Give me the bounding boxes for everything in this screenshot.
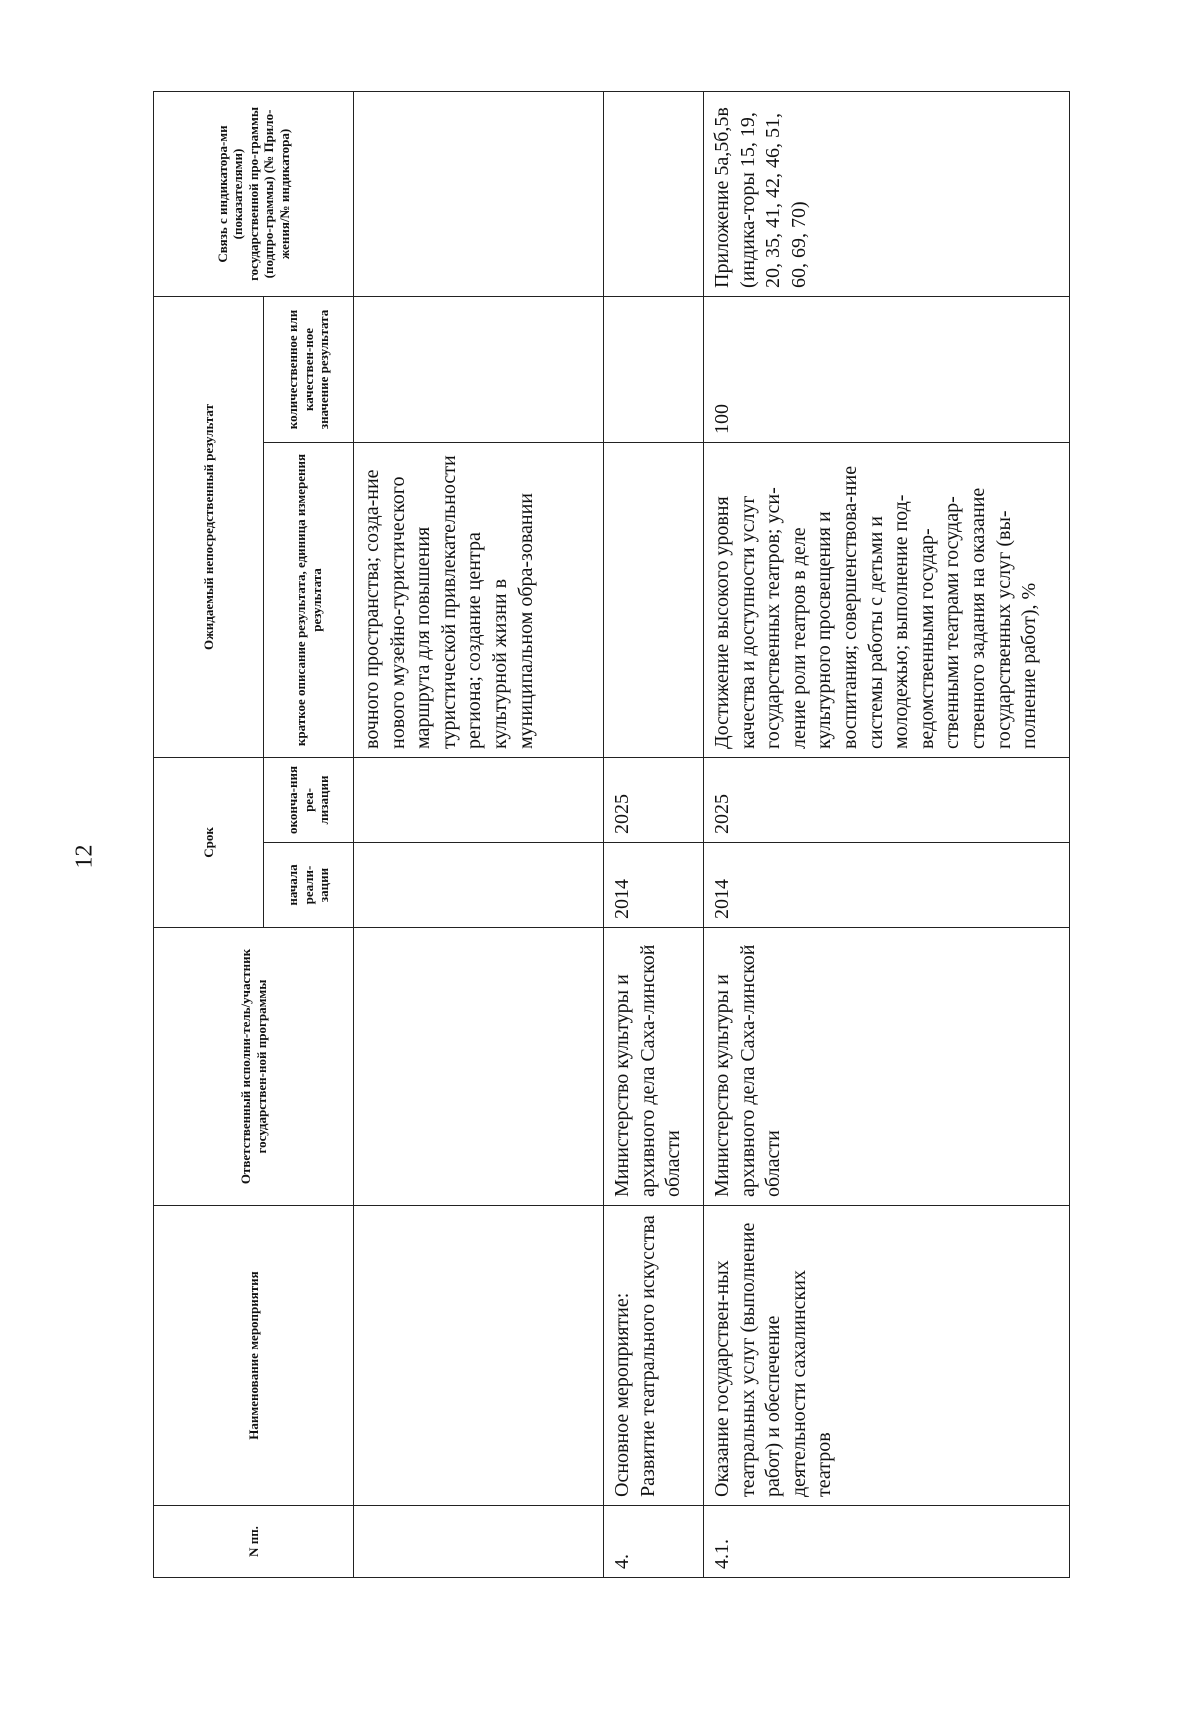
cell-value bbox=[354, 296, 604, 442]
cell-value: 100 bbox=[704, 296, 1070, 442]
cell-responsible: Министерство культуры и архивного дела Саха-линской области bbox=[704, 928, 1070, 1206]
cell-num bbox=[354, 1506, 604, 1578]
cell-value bbox=[604, 296, 704, 442]
header-responsible: Ответственный исполни-тель/участник государствен-ной программы bbox=[154, 928, 354, 1206]
cell-desc: вочного пространства; созда-ние нового музейно-туристического маршрута для повышения туристической привлекательности региона; создание центра культурной жизни в муниципальном обра-зовании bbox=[354, 442, 604, 757]
cell-desc: Достижение высокого уровня качества и доступности услуг государственных театров; уси-ление роли театров в деле культурного просвещения и воспитания; совершенствова-ние системы работы с детьми и молодежью; выполнение под-ведомственными государ-ственными театрами государ-ственного задания на оказание государственных услуг (вы-полнение работ), % bbox=[704, 442, 1070, 757]
header-row-1 bbox=[154, 91, 264, 1577]
cell-name: Оказание государствен-ных театральных услуг (выполнение работ) и обеспечение деятельности сахалинских театров bbox=[704, 1206, 1070, 1506]
cell-end: 2025 bbox=[704, 757, 1070, 842]
cell-num: 4. bbox=[604, 1506, 704, 1578]
header-name: Наименование мероприятия bbox=[154, 1206, 354, 1506]
header-expected: Ожидаемый непосредственный результат bbox=[154, 296, 264, 757]
cell-link: Приложение 5а,5б,5в (индика-торы 15, 19, 20, 35, 41, 42, 46, 51, 60, 69, 70) bbox=[704, 91, 1070, 296]
cell-link bbox=[354, 91, 604, 296]
cell-start: 2014 bbox=[704, 843, 1070, 928]
rotated-table-container bbox=[153, 92, 1069, 1578]
table-row bbox=[354, 91, 604, 1577]
header-term-start: начала реали-зации bbox=[264, 843, 354, 928]
table-row bbox=[704, 91, 1070, 1577]
header-num: N пп. bbox=[154, 1506, 354, 1578]
header-expected-desc: краткое описание результата, единица измерения результата bbox=[264, 442, 354, 757]
cell-start: 2014 bbox=[604, 843, 704, 928]
header-term-end: оконча-ния реа-лизации bbox=[264, 757, 354, 842]
cell-name bbox=[354, 1206, 604, 1506]
cell-responsible: Министерство культуры и архивного дела Саха-линской области bbox=[604, 928, 704, 1206]
table-row bbox=[604, 91, 704, 1577]
cell-name: Основное мероприятие: Развитие театрального искусства bbox=[604, 1206, 704, 1506]
measures-table bbox=[153, 91, 1070, 1578]
cell-responsible bbox=[354, 928, 604, 1206]
header-term: Срок bbox=[154, 757, 264, 927]
cell-desc bbox=[604, 442, 704, 757]
cell-start bbox=[354, 843, 604, 928]
cell-num: 4.1. bbox=[704, 1506, 1070, 1578]
cell-end: 2025 bbox=[604, 757, 704, 842]
header-link: Связь с индикатора-ми (показателями) государственной про-граммы (подпро-граммы) (№ Прило-жения/№ индикатора) bbox=[154, 91, 354, 296]
cell-link bbox=[604, 91, 704, 296]
header-expected-value: количественное или качествен-ное значение результата bbox=[264, 296, 354, 442]
page-number: 12 bbox=[71, 844, 98, 869]
cell-end bbox=[354, 757, 604, 842]
